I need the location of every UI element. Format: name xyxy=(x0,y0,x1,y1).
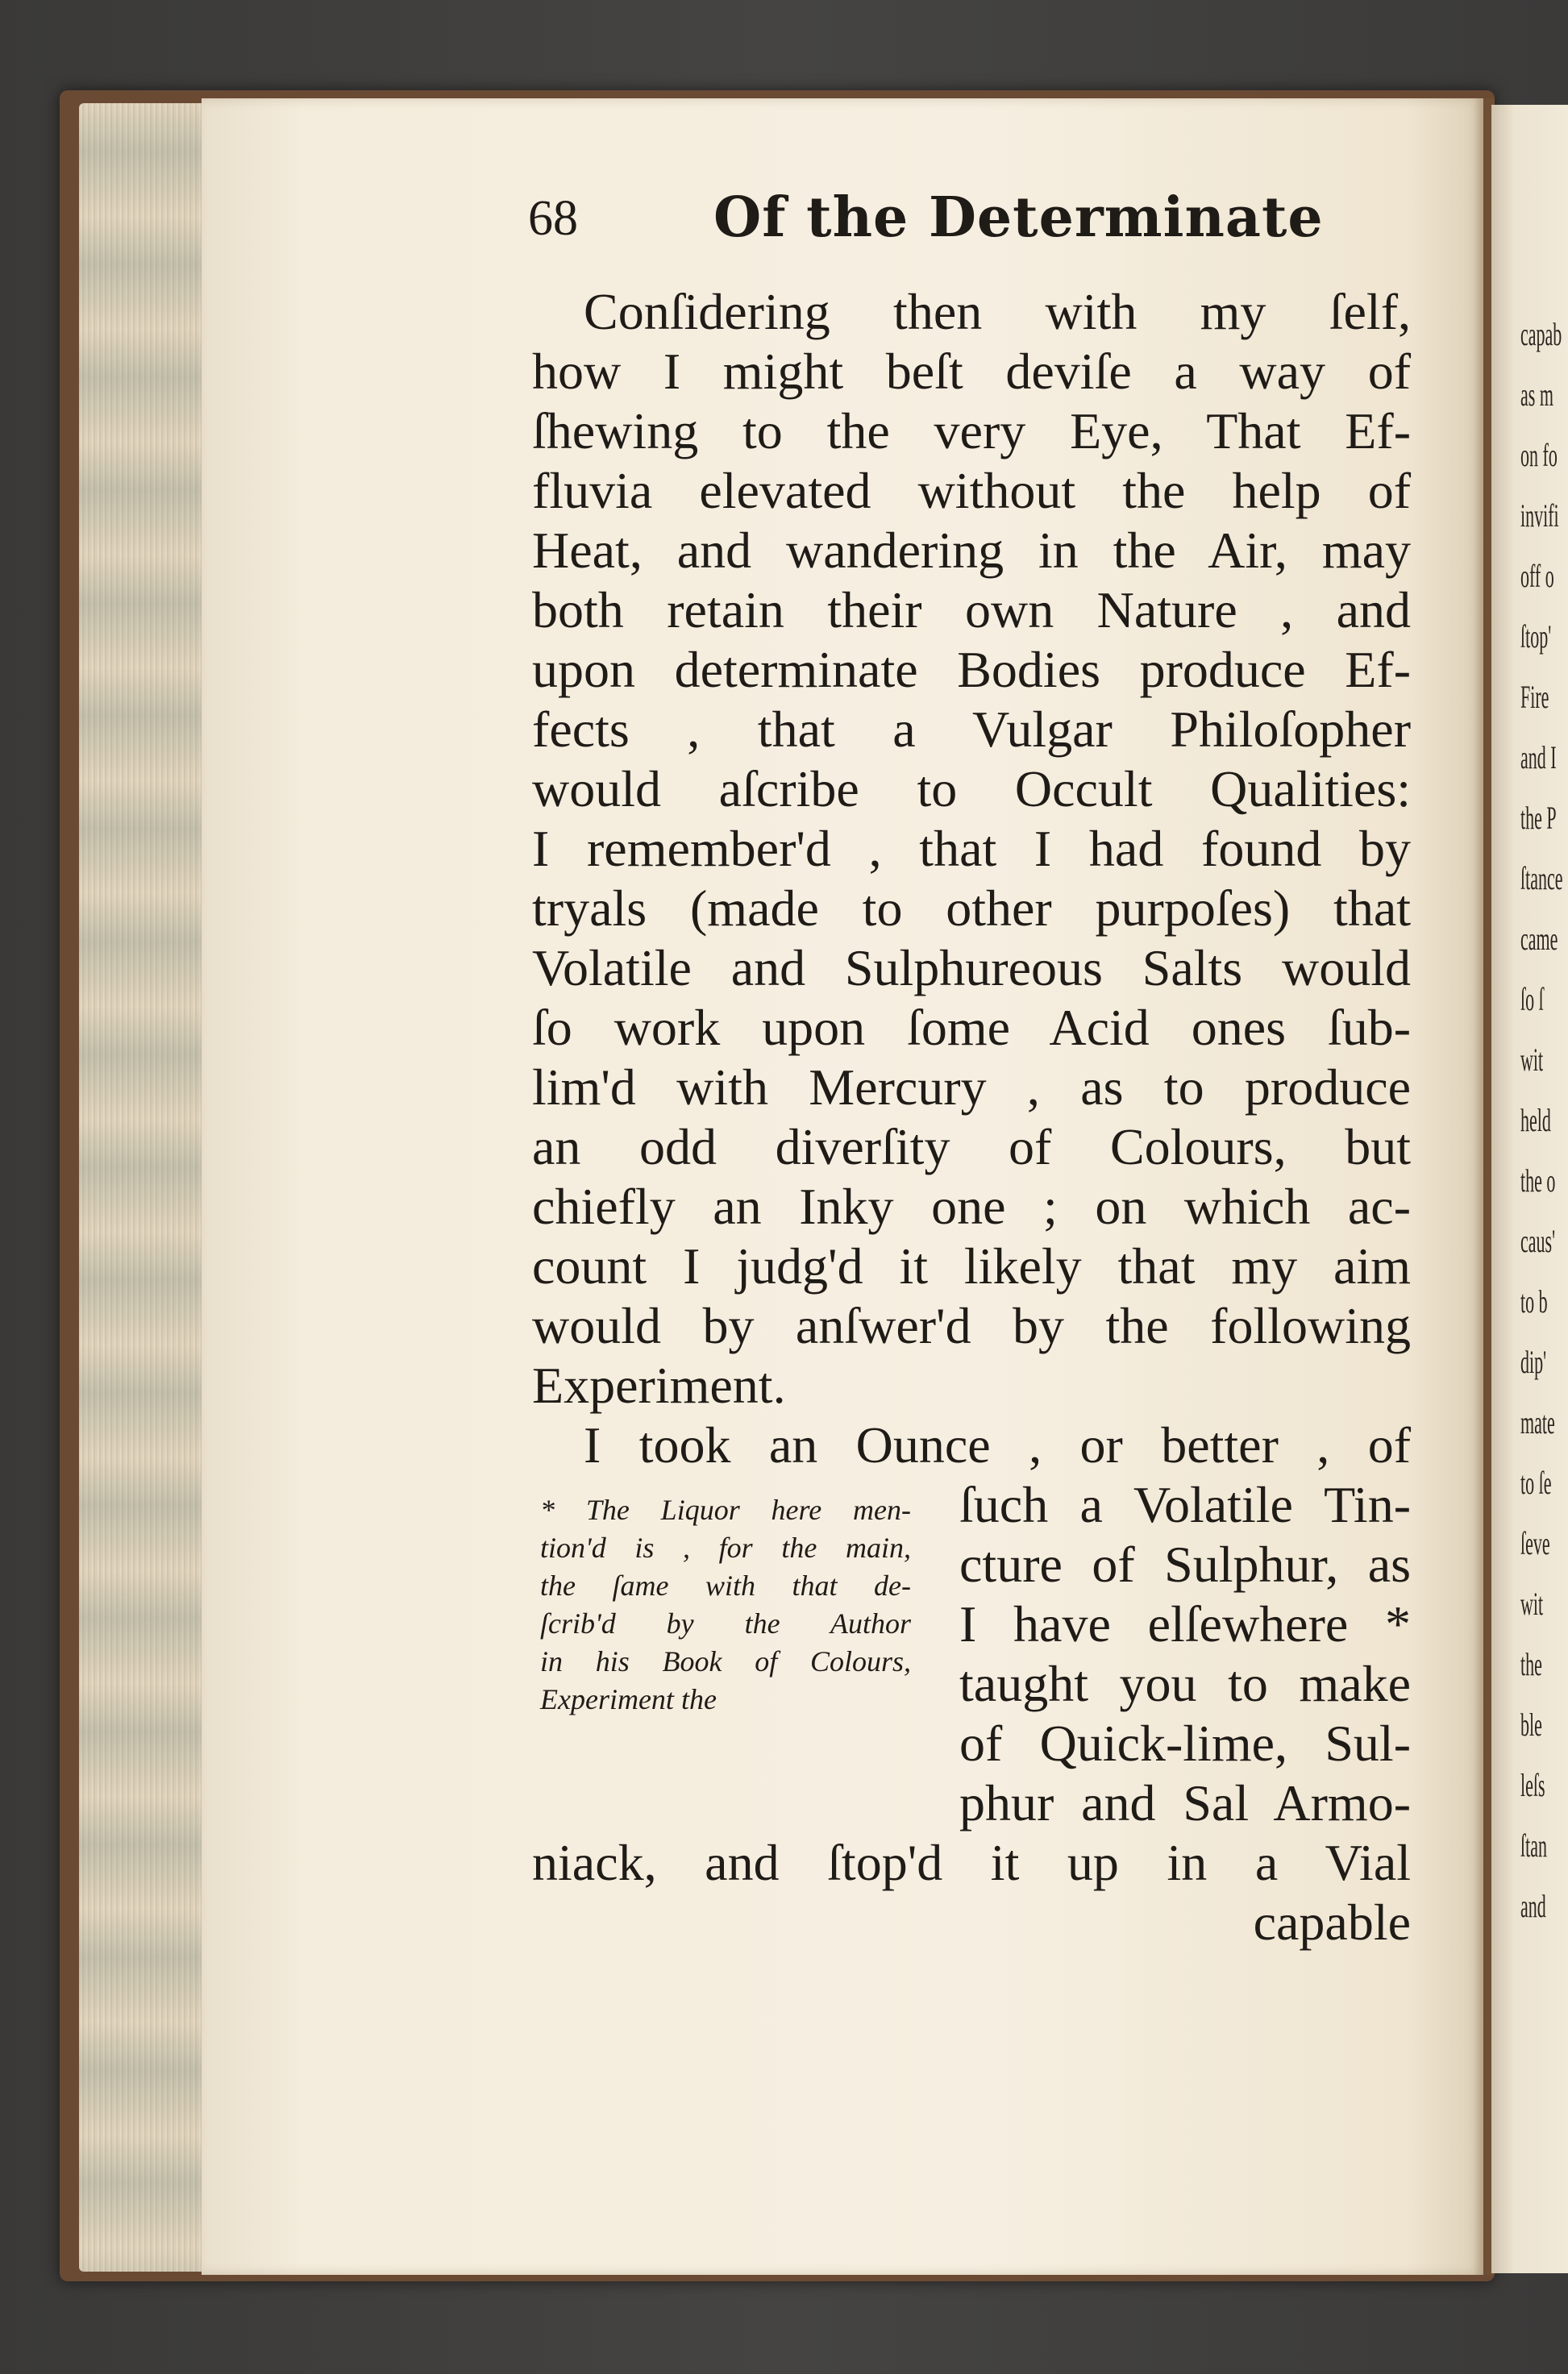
side-note-line: Experiment the xyxy=(540,1683,717,1715)
body-line: fluvia elevated without the help of xyxy=(532,462,1411,519)
paragraph-last-line: niack, and ſtop'd it up in a Vial xyxy=(532,1834,1411,1891)
facing-page-fragment: the P xyxy=(1520,800,1557,836)
body-line: an odd diverſity of Colours, but xyxy=(532,1118,1411,1175)
body-line: ſhewing to the very Eye, That Ef- xyxy=(532,402,1411,459)
paragraph-first-line: I took an Ounce , or better , of xyxy=(584,1416,1411,1474)
body-line: fects , that a Vulgar Philoſopher xyxy=(532,701,1411,758)
running-head xyxy=(528,185,1415,255)
body-line: Heat, and wandering in the Air, may xyxy=(532,522,1411,579)
facing-page-fragment: to b xyxy=(1520,1283,1548,1320)
side-note-line: in his Book of Colours, xyxy=(540,1645,911,1678)
body-line: upon determinate Bodies produce Ef- xyxy=(532,641,1411,698)
facing-page-fragment: capab xyxy=(1520,316,1562,352)
facing-page-fragment: ble xyxy=(1520,1707,1542,1743)
facing-page-fragment: caus' xyxy=(1520,1223,1556,1259)
facing-page-fragment: to ſe xyxy=(1520,1465,1552,1501)
column-line: cture of Sulphur, as xyxy=(959,1536,1411,1593)
facing-page-fragment: ſo ſ xyxy=(1520,981,1544,1017)
side-note-line: ſcrib'd by the Author xyxy=(540,1607,911,1640)
facing-page-fragment: and I xyxy=(1520,739,1557,775)
column-line: I have elſewhere * xyxy=(959,1595,1411,1653)
facing-page-fragment: invifi xyxy=(1520,497,1559,534)
side-note-line: the ſame with that de- xyxy=(540,1570,911,1602)
facing-page-fragment: came xyxy=(1520,921,1558,957)
facing-page-fragment: leſs xyxy=(1520,1767,1545,1803)
running-title: Of the Determinate xyxy=(713,185,1324,250)
body-line: lim'd with Mercury , as to produce xyxy=(532,1058,1411,1116)
facing-page-fragment: ſeve xyxy=(1520,1525,1550,1561)
body-line: Volatile and Sulphureous Salts would xyxy=(532,939,1411,996)
facing-page-fragment: wit xyxy=(1520,1041,1544,1078)
facing-page-fragment: wit xyxy=(1520,1586,1544,1622)
facing-page-fragment: Fire xyxy=(1520,679,1549,715)
facing-page-fragment: ſtop' xyxy=(1520,618,1552,655)
column-line: ſuch a Volatile Tin- xyxy=(959,1476,1411,1533)
body-line: count I judg'd it likely that my aim xyxy=(532,1237,1411,1295)
side-note-line: tion'd is , for the main, xyxy=(540,1532,911,1564)
facing-page-fragment: the xyxy=(1520,1646,1542,1682)
facing-page-fragment: ſtance xyxy=(1520,860,1563,896)
body-line: both retain their own Nature , and xyxy=(532,581,1411,638)
facing-page-fragment: the o xyxy=(1520,1162,1556,1199)
column-line: of Quick-lime, Sul- xyxy=(959,1715,1411,1772)
page-number: 68 xyxy=(528,191,578,246)
body-line: would aſcribe to Occult Qualities: xyxy=(532,760,1411,817)
body-line: how I might beſt deviſe a way of xyxy=(532,343,1411,400)
body-line: Experiment. xyxy=(532,1357,786,1414)
catchword: capable xyxy=(1253,1894,1411,1951)
body-line: would by anſwer'd by the following xyxy=(532,1297,1411,1354)
facing-page-fragment: as m xyxy=(1520,376,1553,413)
body-line: ſo work upon ſome Acid ones ſub- xyxy=(532,999,1411,1056)
body-line: I remember'd , that I had found by xyxy=(532,820,1411,877)
facing-page-fragment: and xyxy=(1520,1888,1546,1924)
side-note-line: * The Liquor here men- xyxy=(540,1494,911,1526)
facing-page-fragment: ſtan xyxy=(1520,1827,1547,1864)
facing-page-fragment: off o xyxy=(1520,558,1554,594)
facing-page-fragment: held xyxy=(1520,1102,1551,1138)
column-line: phur and Sal Armo- xyxy=(959,1774,1411,1831)
column-line: taught you to make xyxy=(959,1655,1411,1712)
facing-page-fragment: on fo xyxy=(1520,437,1558,473)
body-line: chiefly an Inky one ; on which ac- xyxy=(532,1178,1411,1235)
facing-page-fragment: dip' xyxy=(1520,1344,1547,1380)
body-line: tryals (made to other purpoſes) that xyxy=(532,879,1411,937)
page-stack-shading xyxy=(79,103,216,2272)
facing-page-fragment: mate xyxy=(1520,1404,1555,1441)
facing-page xyxy=(1491,105,1568,2273)
body-line: Conſidering then with my ſelf, xyxy=(584,283,1411,340)
